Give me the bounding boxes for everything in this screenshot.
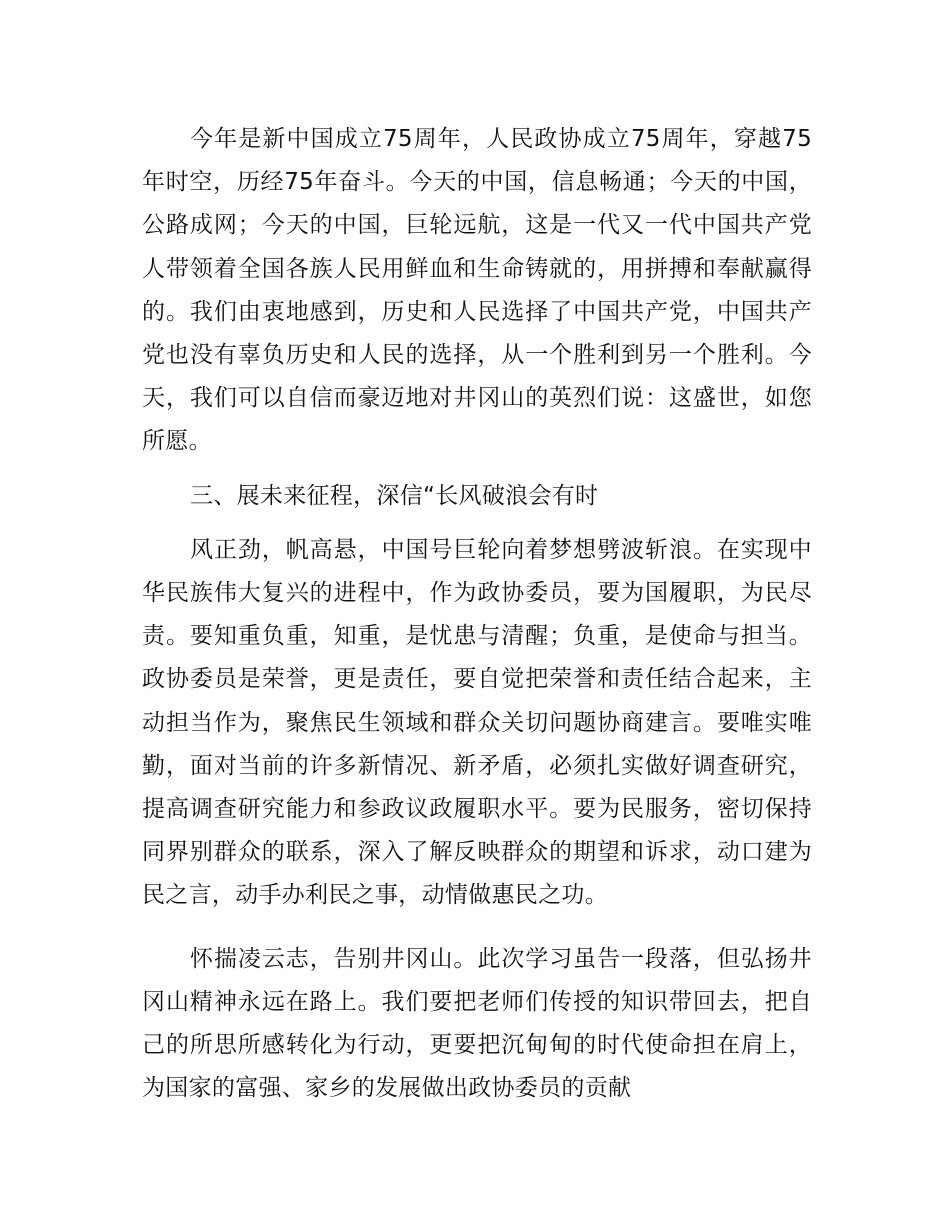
document-body <box>142 118 812 1110</box>
paragraph-farewell: 怀揣凌云志，告别井冈山。此次学习虽告一段落，但弘扬井冈山精神永远在路上。我们要把老师们传授的知识带回去，把自己的所思所感转化为行动，更要把沉甸甸的时代使命担在肩上，为国家的富强、家乡的发展做出政协委员的贡献 <box>142 945 812 1102</box>
paragraph-anniversary: 今年是新中国成立75周年，人民政协成立75周年，穿越75年时空，历经75年奋斗。今天的中国，信息畅通；今天的中国，公路成网；今天的中国，巨轮远航，这是一代又一代中国共产党人带领着全国各族人民用鲜血和生命铸就的，用拼搏和奉献赢得的。我们由衷地感到，历史和人民选择了中国共产党，中国共产党也没有辜负历史和人民的选择，从一个胜利到另一个胜利。今天，我们可以自信而豪迈地对井冈山的英烈们说：这盛世，如您所愿。 <box>142 126 812 455</box>
section-heading: 三、展未来征程，深信“长风破浪会有时 <box>190 482 599 509</box>
paragraph-duties: 风正劲，帆高悬，中国号巨轮向着梦想劈波斩浪。在实现中华民族伟大复兴的进程中，作为政协委员，要为国履职，为民尽责。要知重负重，知重，是忧患与清醒；负重，是使命与担当。政协委员是荣誉，更是责任，要自觉把荣誉和责任结合起来，主动担当作为，聚焦民生领域和群众关切问题协商建言。要唯实唯勤，面对当前的许多新情况、新矛盾，必须扎实做好调查研究，提高调查研究能力和参政议政履职水平。要为民服务，密切保持同界别群众的联系，深入了解反映群众的期望和诉求，动口建为民之言，动手办利民之事，动情做惠民之功。 <box>142 536 812 909</box>
